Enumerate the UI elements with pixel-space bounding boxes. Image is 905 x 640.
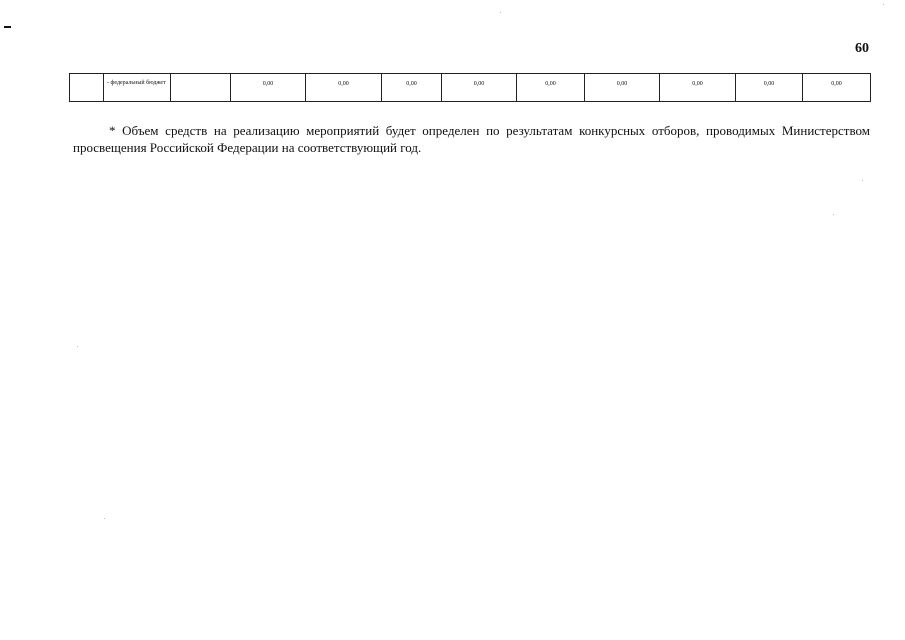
scan-speck <box>77 346 78 347</box>
table-row <box>70 74 871 102</box>
table-cell-value: 0,00 <box>517 74 585 102</box>
footnote: * Объем средств на реализацию мероприятий будет определен по результатам конкурсных отборов, проводимых Министерством просвещения Российской Федерации на соответствующий год. <box>73 123 870 155</box>
budget-table <box>69 73 871 102</box>
table-cell-value: 0,00 <box>803 74 871 102</box>
row-label: - федеральный бюджет <box>104 74 171 102</box>
scan-speck <box>500 12 501 13</box>
table-cell-value: 0,00 <box>585 74 660 102</box>
table-cell-value: 0,00 <box>382 74 442 102</box>
scan-speck <box>883 4 884 5</box>
table-cell-value: 0,00 <box>306 74 382 102</box>
table-cell-value: 0,00 <box>442 74 517 102</box>
table-cell-empty <box>171 74 231 102</box>
table-cell-empty <box>70 74 104 102</box>
scan-speck <box>833 214 834 215</box>
scan-speck <box>104 518 105 519</box>
margin-dash <box>4 26 11 28</box>
table-cell-value: 0,00 <box>736 74 803 102</box>
scan-speck <box>862 180 863 181</box>
table-cell-value: 0,00 <box>231 74 306 102</box>
table-cell-value: 0,00 <box>660 74 736 102</box>
page-number: 60 <box>855 41 869 56</box>
